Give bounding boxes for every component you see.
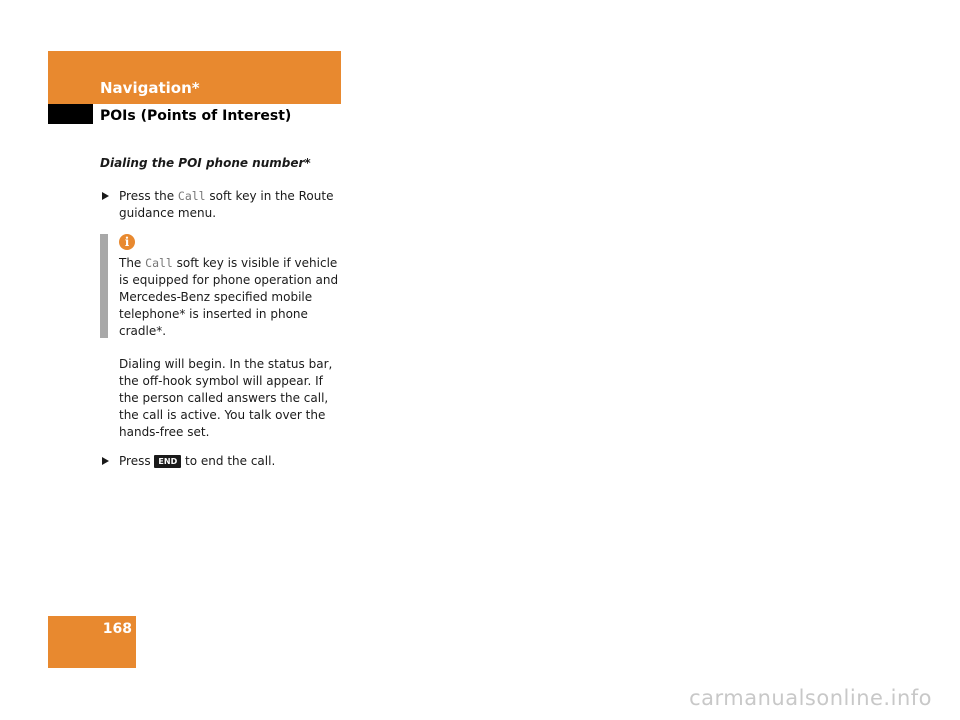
info-call-softkey-label: Call <box>145 256 173 270</box>
end-key-icon: END <box>154 455 181 468</box>
step-text-prefix: Press the <box>119 189 178 203</box>
bullet-arrow-icon <box>102 457 109 465</box>
watermark: carmanualsonline.info <box>689 686 932 710</box>
step-text-suffix: soft key in the Route guidance menu. <box>119 189 334 220</box>
section-tab-marker <box>48 104 93 124</box>
info-bar <box>100 234 108 338</box>
page-number: 168 <box>102 621 132 637</box>
call-softkey-label: Call <box>177 189 206 203</box>
dialing-paragraph: Dialing will begin. In the status bar, the off-hook symbol will appear. If the person called answers the call, the call is active. You talk over the hands-free set. <box>119 357 333 439</box>
info-text-suffix: soft key is visible if vehicle is equipped for phone operation and Mercedes-Benz specified mobile telephone* is inserted in phone cradle*. <box>119 256 339 338</box>
step-text-suffix: to end the call. <box>181 454 276 468</box>
subsection-title: POIs (Points of Interest) <box>100 108 292 124</box>
step-text-prefix: Press <box>119 454 155 468</box>
info-text <box>119 255 340 340</box>
step-press-call <box>100 188 340 222</box>
info-text-prefix: The <box>119 256 146 270</box>
content-column <box>100 155 340 482</box>
step-press-end <box>100 453 340 470</box>
content-heading: Dialing the POI phone number* <box>100 156 311 170</box>
bullet-arrow-icon <box>102 192 109 200</box>
info-icon: i <box>119 234 135 250</box>
section-title: Navigation* <box>100 79 200 97</box>
info-box <box>100 234 340 340</box>
